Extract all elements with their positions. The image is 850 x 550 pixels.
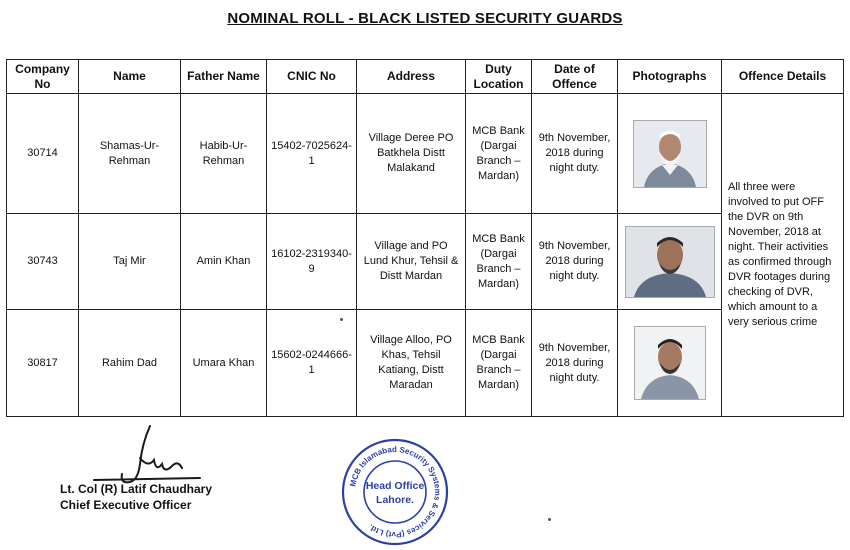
table-row bbox=[7, 214, 844, 310]
header-father-name: Father Name bbox=[181, 60, 267, 94]
scan-speck bbox=[548, 518, 551, 521]
signer-title: Chief Executive Officer bbox=[60, 498, 192, 512]
header-name: Name bbox=[79, 60, 181, 94]
handwritten-signature bbox=[90, 424, 210, 486]
signer-name: Lt. Col (R) Latif Chaudhary bbox=[60, 482, 212, 496]
guard-photo bbox=[634, 326, 706, 400]
header-offence-details: Offence Details bbox=[722, 60, 844, 94]
cell-photograph bbox=[618, 214, 722, 310]
cell-company-no: 30743 bbox=[7, 214, 79, 310]
cell-address: Village Deree PO Batkhela Distt Malakand bbox=[357, 94, 466, 214]
cell-company-no: 30714 bbox=[7, 94, 79, 214]
cell-duty-location: MCB Bank (Dargai Branch – Mardan) bbox=[466, 94, 532, 214]
scan-speck bbox=[340, 318, 343, 321]
stamp-ring-text: MCB Islamabad Security Systems & Services (Pvt) Ltd. bbox=[348, 444, 443, 540]
cell-photograph bbox=[618, 94, 722, 214]
cell-duty-location: MCB Bank (Dargai Branch – Mardan) bbox=[466, 214, 532, 310]
cell-father-name: Habib-Ur-Rehman bbox=[181, 94, 267, 214]
cell-name: Shamas-Ur-Rehman bbox=[79, 94, 181, 214]
stamp-outer-ring bbox=[343, 440, 447, 544]
cell-name: Rahim Dad bbox=[79, 310, 181, 417]
cell-photograph bbox=[618, 310, 722, 417]
blacklist-table bbox=[6, 59, 844, 417]
guard-photo bbox=[625, 226, 715, 298]
cell-father-name: Amin Khan bbox=[181, 214, 267, 310]
guard-photo bbox=[633, 120, 707, 188]
header-address: Address bbox=[357, 60, 466, 94]
cell-address: Village Alloo, PO Khas, Tehsil Katiang, Distt Maradan bbox=[357, 310, 466, 417]
header-company-no: Company No bbox=[7, 60, 79, 94]
cell-date-of-offence: 9th November, 2018 during night duty. bbox=[532, 310, 618, 417]
cell-duty-location: MCB Bank (Dargai Branch – Mardan) bbox=[466, 310, 532, 417]
stamp-center-line-2: Lahore. bbox=[376, 494, 414, 506]
header-duty-location: Duty Location bbox=[466, 60, 532, 94]
header-photographs: Photographs bbox=[618, 60, 722, 94]
company-stamp bbox=[340, 437, 450, 547]
header-date-of-offence: Date of Offence bbox=[532, 60, 618, 94]
cell-address: Village and PO Lund Khur, Tehsil & Distt Mardan bbox=[357, 214, 466, 310]
cell-date-of-offence: 9th November, 2018 during night duty. bbox=[532, 214, 618, 310]
stamp-center-line-1: Head Office bbox=[365, 480, 425, 492]
table-header-row bbox=[7, 60, 844, 94]
cell-father-name: Umara Khan bbox=[181, 310, 267, 417]
offence-details: All three were involved to put OFF the DVR on 9th November, 2018 at night. Their activities as confirmed through DVR footages during checking of DVR, which amount to a very serious crime bbox=[722, 94, 844, 417]
cell-cnic-no: 16102-2319340-9 bbox=[267, 214, 357, 310]
table-row bbox=[7, 310, 844, 417]
table-row bbox=[7, 94, 844, 214]
cell-date-of-offence: 9th November, 2018 during night duty. bbox=[532, 94, 618, 214]
cell-cnic-no: 15402-7025624-1 bbox=[267, 94, 357, 214]
header-cnic-no: CNIC No bbox=[267, 60, 357, 94]
cell-company-no: 30817 bbox=[7, 310, 79, 417]
cell-name: Taj Mir bbox=[79, 214, 181, 310]
document-title: NOMINAL ROLL - BLACK LISTED SECURITY GUARDS bbox=[227, 10, 623, 27]
stamp-inner-ring bbox=[364, 461, 426, 523]
cell-cnic-no: 15602-0244666-1 bbox=[267, 310, 357, 417]
signature-block bbox=[48, 424, 288, 534]
